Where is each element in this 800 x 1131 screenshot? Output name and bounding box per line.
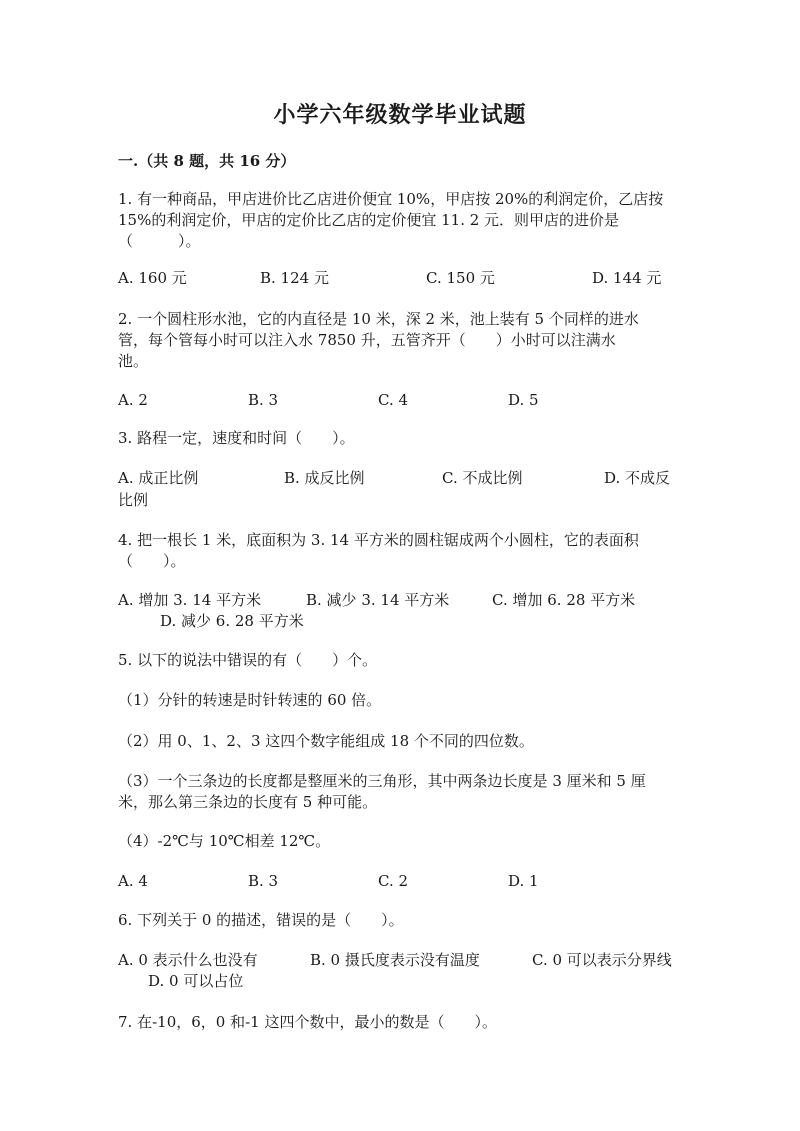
question-text-line: （ ）。 [118, 552, 186, 570]
option-b: B. 成反比例 [284, 469, 365, 487]
option-d: D. 不成反 [604, 469, 671, 487]
option-a: A. 增加 3. 14 平方米 [118, 591, 262, 609]
question-text-line: 7. 在-10，6，0 和-1 这四个数中，最小的数是（ ）。 [118, 1013, 497, 1031]
question-4 [118, 530, 678, 572]
question-6-option-wrap [118, 971, 678, 992]
question-6-options [118, 950, 678, 971]
question-text-line: 管，每个管每小时可以注入水 7850 升，五管齐开（ ）小时可以注满水 [118, 331, 616, 349]
option-c: C. 不成比例 [442, 469, 523, 487]
statement-line: （2）用 0、1、2、3 这四个数字能组成 18 个不同的四位数。 [118, 732, 534, 750]
question-2 [118, 309, 678, 372]
option-a: A. 0 表示什么也没有 [118, 951, 258, 969]
option-d: D. 144 元 [592, 269, 662, 287]
statement-line: （3）一个三条边的长度都是整厘米的三角形，其中两条边长度是 3 厘米和 5 厘 [118, 772, 646, 790]
statement-1 [118, 690, 678, 711]
question-2-options [118, 390, 678, 411]
option-a: A. 2 [118, 391, 148, 409]
question-text-line: 2. 一个圆柱形水池，它的内直径是 10 米，深 2 米，池上装有 5 个同样的进水 [118, 310, 639, 328]
option-c: C. 2 [378, 872, 409, 890]
question-3-options [118, 468, 678, 489]
question-7 [118, 1012, 678, 1033]
option-b: B. 减少 3. 14 平方米 [306, 591, 450, 609]
question-3-option-wrap [118, 490, 678, 511]
option-c: C. 150 元 [426, 269, 495, 287]
option-d: D. 5 [508, 391, 539, 409]
page-title: 小学六年级数学毕业试题 [273, 102, 527, 128]
question-1 [118, 189, 678, 252]
question-6 [118, 910, 678, 931]
question-text-line: 3. 路程一定，速度和时间（ ）。 [118, 429, 355, 447]
statement-line: （4）-2℃与 10℃相差 12℃。 [118, 832, 331, 850]
option-d: D. 0 可以占位 [148, 972, 244, 990]
option-c: C. 增加 6. 28 平方米 [492, 591, 636, 609]
question-text-line: 池。 [118, 352, 149, 370]
option-b: B. 3 [248, 391, 279, 409]
option-b: B. 124 元 [260, 269, 329, 287]
option-d: D. 1 [508, 872, 539, 890]
statement-line: 米，那么第三条边的长度有 5 种可能。 [118, 793, 378, 811]
option-b: B. 3 [248, 872, 279, 890]
option-c: C. 4 [378, 391, 409, 409]
question-4-option-wrap [118, 611, 678, 632]
option-a: A. 4 [118, 872, 148, 890]
question-4-options [118, 590, 678, 611]
option-a: A. 成正比例 [118, 469, 199, 487]
question-text-line: 5. 以下的说法中错误的有（ ）个。 [118, 651, 378, 669]
statement-2 [118, 731, 678, 752]
statement-3 [118, 771, 678, 813]
question-5 [118, 650, 678, 671]
question-text-line: 15%的利润定价，甲店的定价比乙店的定价便宜 11. 2 元．则甲店的进价是 [118, 211, 620, 229]
question-text-line: （ ）。 [118, 232, 201, 250]
question-3 [118, 428, 678, 449]
question-5-options [118, 871, 678, 892]
option-d-continuation: 比例 [118, 491, 149, 509]
statement-line: （1）分针的转速是时针转速的 60 倍。 [118, 691, 382, 709]
question-1-options [118, 268, 678, 289]
section-heading: 一.（共 8 题，共 16 分） [118, 152, 296, 170]
option-b: B. 0 摄氏度表示没有温度 [310, 951, 480, 969]
question-text-line: 6. 下列关于 0 的描述，错误的是（ ）。 [118, 911, 404, 929]
option-d: D. 减少 6. 28 平方米 [160, 612, 304, 630]
statement-4 [118, 831, 678, 852]
option-c: C. 0 可以表示分界线 [532, 951, 672, 969]
question-text-line: 1. 有一种商品，甲店进价比乙店进价便宜 10%，甲店按 20%的利润定价，乙店按 [118, 190, 664, 208]
option-a: A. 160 元 [118, 269, 187, 287]
question-text-line: 4. 把一根长 1 米，底面积为 3. 14 平方米的圆柱锯成两个小圆柱，它的表面积 [118, 531, 639, 549]
